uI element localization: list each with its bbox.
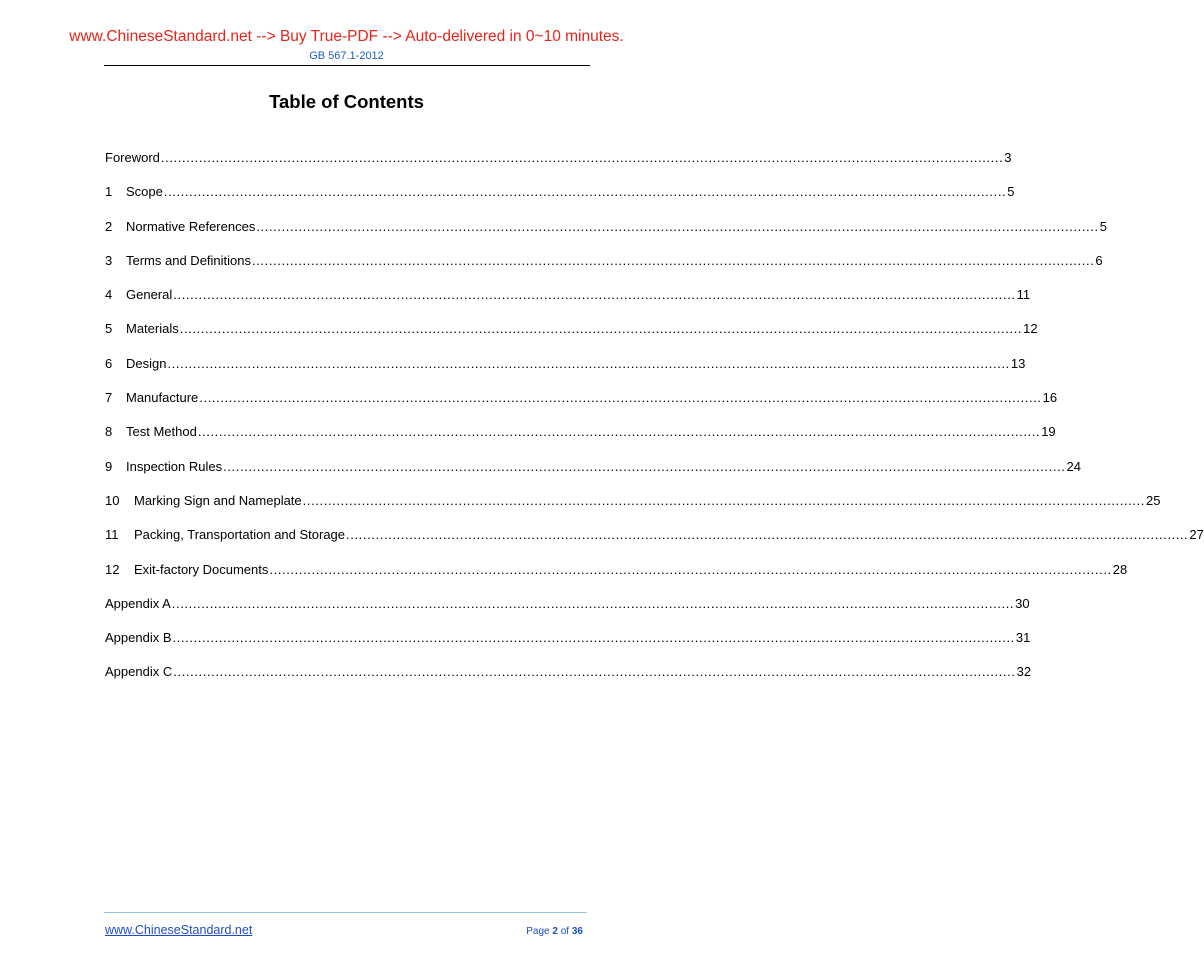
toc-entry-page: 28: [1112, 561, 1128, 577]
toc-entry-label: [105, 285, 172, 305]
toc-entry-page: 16: [1042, 390, 1058, 406]
toc-entry-title: Manufacture: [126, 390, 199, 406]
toc-entry-label: [105, 217, 255, 237]
toc-entry[interactable]: [105, 594, 1030, 628]
toc-entry-label: [105, 388, 198, 408]
toc-dot-leader: ........................................................................................................................................................................................................: [199, 390, 1042, 406]
toc-entry-title: General: [126, 287, 173, 303]
toc-entry-number: 1: [105, 184, 113, 200]
footer-website-link[interactable]: www.ChineseStandard.net: [105, 923, 253, 937]
toc-entry[interactable]: [105, 525, 1204, 559]
toc-entry[interactable]: [105, 285, 1031, 319]
toc-dot-leader: ........................................................................................................................................................................................................: [172, 630, 1015, 646]
toc-dot-leader: ........................................................................................................................................................................................................: [173, 287, 1016, 303]
toc-entry-label: [105, 148, 160, 168]
toc-entry-label: [105, 251, 251, 271]
promo-banner[interactable]: www.ChineseStandard.net --> Buy True-PDF --> Auto-delivered in 0~10 minutes.: [69, 28, 624, 45]
toc-entry-page: 32: [1016, 664, 1032, 680]
toc-entry-label: [105, 182, 163, 202]
toc-entry-page: 19: [1041, 424, 1056, 440]
page-current: 2: [552, 926, 558, 937]
toc-entry-title: Marking Sign and Nameplate: [134, 492, 302, 508]
toc-entry-page: 5: [1099, 218, 1107, 234]
toc-entry-page: 3: [1004, 150, 1012, 165]
toc-entry[interactable]: [105, 628, 1031, 662]
toc-dot-leader: ........................................................................................................................................................................................................: [302, 492, 1146, 508]
toc-entry-label: [105, 319, 179, 339]
toc-entry-title: Design: [126, 355, 167, 371]
toc-dot-leader: ........................................................................................................................................................................................................: [179, 321, 1023, 337]
toc-entry-page: 31: [1015, 630, 1031, 646]
toc-entry-number: 8: [105, 424, 113, 440]
page-of: of: [560, 926, 570, 937]
toc-entry[interactable]: [105, 662, 1032, 696]
toc-entry[interactable]: [105, 148, 1012, 182]
toc-entry[interactable]: [105, 217, 1107, 251]
toc-dot-leader: ........................................................................................................................................................................................................: [256, 218, 1099, 234]
toc-entry-number: 6: [105, 355, 113, 371]
toc-entry-title: Foreword: [105, 150, 160, 165]
toc-entry-number: 10: [105, 492, 120, 508]
toc-entry-label: [105, 628, 172, 648]
toc-entry-label: [105, 560, 268, 580]
toc-entry[interactable]: [105, 560, 1128, 594]
toc-entry-label: [105, 491, 302, 511]
header-divider: [104, 65, 590, 66]
footer-divider: [104, 912, 587, 913]
toc-entry-page: 11: [1016, 287, 1031, 303]
toc-dot-leader: ........................................................................................................................................................................................................: [252, 252, 1095, 268]
toc-entry[interactable]: [105, 182, 1015, 216]
toc-entry-label: [105, 457, 222, 477]
toc-entry-number: 4: [105, 287, 113, 303]
toc-entry-page: 13: [1010, 355, 1026, 371]
toc-entry-title: Normative References: [126, 218, 256, 234]
toc-entry-title: Packing, Transportation and Storage: [134, 527, 346, 543]
toc-entry-number: 12: [105, 561, 120, 577]
toc-dot-leader: ........................................................................................................................................................................................................: [160, 150, 1004, 165]
document-id: GB 567.1-2012: [309, 50, 384, 62]
toc-entry-title: Appendix B: [105, 630, 172, 646]
page-label: Page: [526, 926, 550, 937]
table-of-contents: [105, 148, 1204, 697]
toc-entry-number: 3: [105, 252, 113, 268]
toc-entry-label: [105, 422, 197, 442]
toc-dot-leader: ........................................................................................................................................................................................................: [167, 355, 1010, 371]
toc-entry-label: [105, 354, 166, 374]
toc-entry-title: Appendix A: [105, 595, 171, 611]
toc-entry-label: [105, 662, 172, 682]
toc-entry-number: 2: [105, 218, 113, 234]
toc-entry[interactable]: [105, 457, 1081, 491]
toc-entry-title: Test Method: [126, 424, 197, 440]
toc-entry-page: 12: [1023, 321, 1038, 337]
toc-entry-page: 30: [1015, 595, 1030, 611]
page-indicator: [526, 926, 583, 937]
toc-entry[interactable]: [105, 422, 1056, 456]
toc-entry-number: 5: [105, 321, 113, 337]
toc-entry[interactable]: [105, 491, 1161, 525]
toc-dot-leader: ........................................................................................................................................................................................................: [173, 664, 1016, 680]
toc-entry[interactable]: [105, 319, 1038, 353]
toc-entry-title: Scope: [126, 184, 163, 200]
toc-dot-leader: ........................................................................................................................................................................................................: [163, 184, 1007, 200]
toc-entry-page: 6: [1095, 252, 1103, 268]
toc-dot-leader: ........................................................................................................................................................................................................: [223, 458, 1066, 474]
toc-entry[interactable]: [105, 388, 1058, 422]
toc-dot-leader: ........................................................................................................................................................................................................: [171, 595, 1015, 611]
toc-entry-title: Inspection Rules: [126, 458, 223, 474]
page-total: 36: [571, 926, 583, 937]
toc-dot-leader: ........................................................................................................................................................................................................: [346, 527, 1189, 543]
toc-entry-page: 25: [1146, 492, 1161, 508]
toc-entry-number: 7: [105, 390, 113, 406]
toc-dot-leader: ........................................................................................................................................................................................................: [197, 424, 1041, 440]
toc-entry-page: 27: [1189, 527, 1204, 543]
toc-entry-page: 5: [1007, 184, 1015, 200]
toc-entry-title: Terms and Definitions: [126, 252, 251, 268]
toc-entry[interactable]: [105, 354, 1026, 388]
toc-entry-title: Exit-factory Documents: [134, 561, 269, 577]
toc-entry-number: 11: [105, 527, 119, 543]
toc-entry-title: Appendix C: [105, 664, 173, 680]
toc-entry-label: [105, 594, 171, 614]
toc-dot-leader: ........................................................................................................................................................................................................: [269, 561, 1112, 577]
toc-entry-page: 24: [1066, 458, 1081, 474]
toc-entry-number: 9: [105, 458, 113, 474]
toc-entry-title: Materials: [126, 321, 179, 337]
toc-entry[interactable]: [105, 251, 1103, 285]
page-title: Table of Contents: [269, 91, 424, 112]
toc-entry-label: [105, 525, 345, 545]
